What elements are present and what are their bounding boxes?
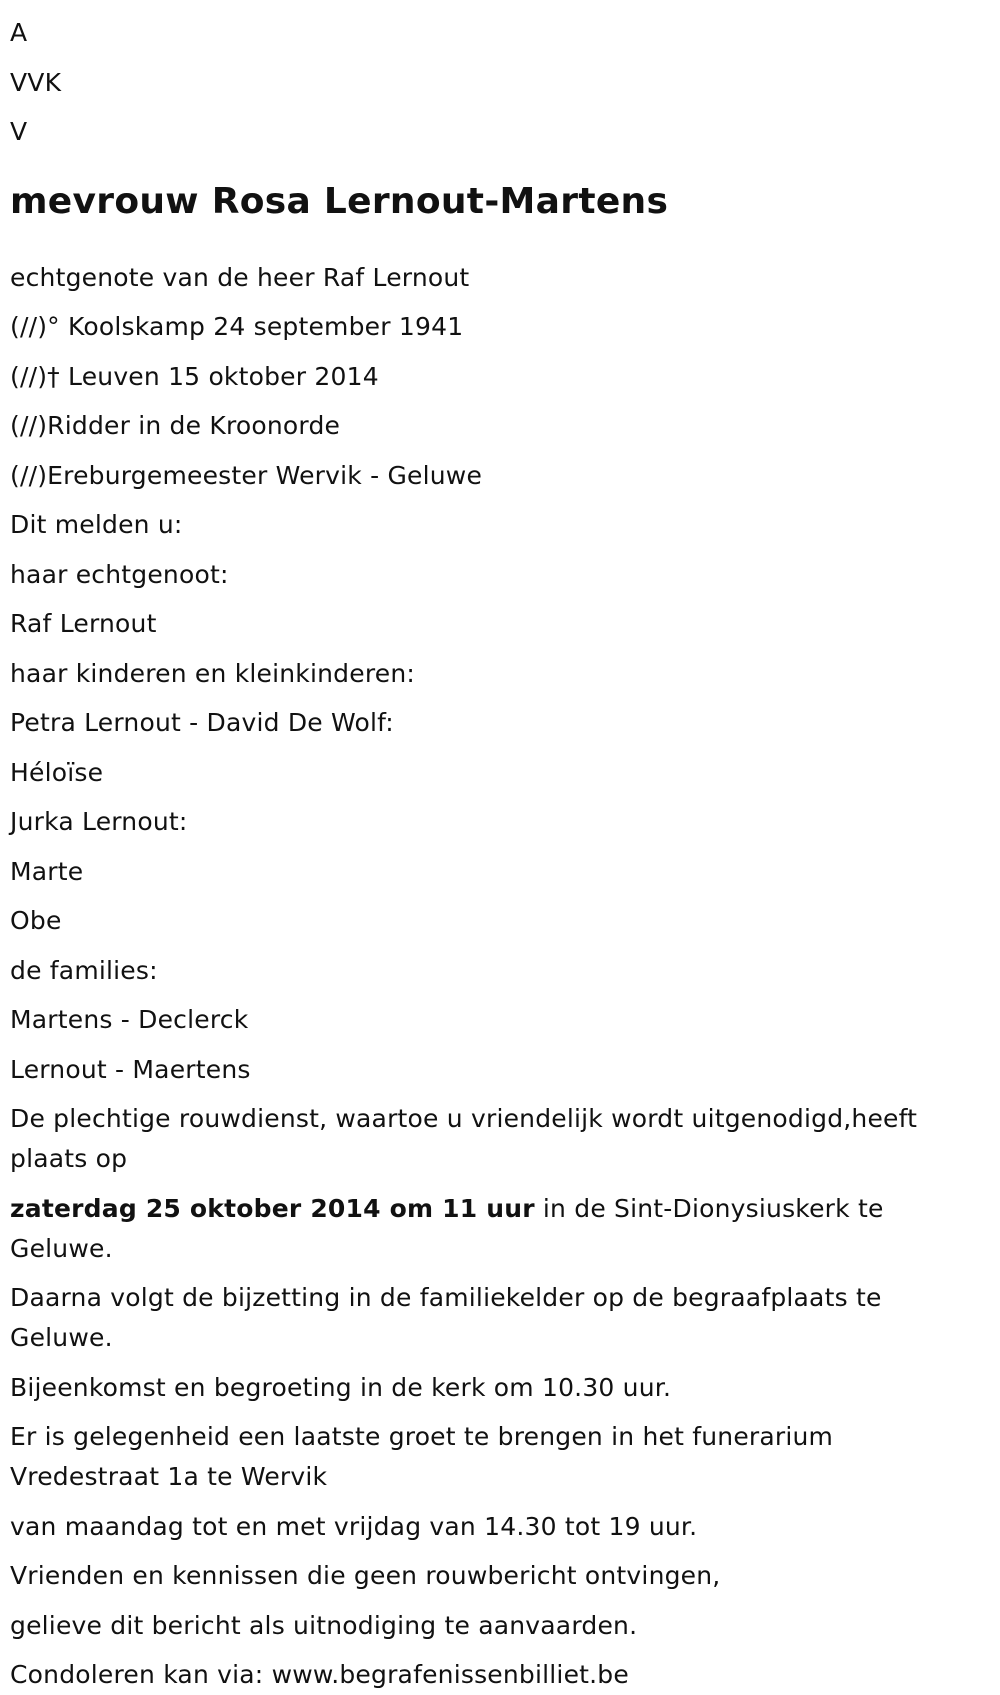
families-heading: de families:: [10, 955, 158, 985]
spouse-line: echtgenote van de heer Raf Lernout: [10, 262, 470, 292]
grandchild-2: Marte: [10, 856, 84, 886]
announce-line: Dit melden u:: [10, 510, 183, 539]
husband-heading: haar echtgenoot:: [10, 559, 229, 589]
friends-line: Vrienden en kennissen die geen rouwbericht ontvingen,: [10, 1561, 721, 1590]
header-line-v: V: [10, 117, 28, 146]
grandchild-3: Obe: [10, 906, 62, 935]
farewell-hours: van maandag tot en met vrijdag van 14.30 tot 19 uur.: [10, 1511, 698, 1541]
farewell-line: Er is gelegenheid een laatste groet te brengen in het funerarium Vredestraat 1a te Wervik: [10, 1422, 834, 1491]
burial-line: Daarna volgt de bijzetting in de familiekelder op de begraafplaats te Geluwe.: [10, 1283, 882, 1352]
service-intro: De plechtige rouwdienst, waartoe u vriendelijk wordt uitgenodigd,heeft plaats op: [10, 1104, 918, 1173]
family-1: Martens - Declerck: [10, 1005, 249, 1034]
grandchild-1: Héloïse: [10, 757, 104, 787]
header-line-vvk: VVK: [10, 67, 62, 97]
condolence-line: Condoleren kan via: www.begrafenissenbilliet.be: [10, 1660, 629, 1689]
page-title: mevrouw Rosa Lernout-Martens: [10, 180, 669, 222]
invitation-line: gelieve dit bericht als uitnodiging te aanvaarden.: [10, 1610, 638, 1640]
child-1: Petra Lernout - David De Wolf:: [10, 708, 394, 737]
family-2: Lernout - Maertens: [10, 1054, 251, 1084]
mayor-line: (//)Ereburgemeester Wervik - Geluwe: [10, 460, 483, 490]
child-2: Jurka Lernout:: [10, 807, 188, 836]
service-date: zaterdag 25 oktober 2014 om 11 uur: [10, 1193, 535, 1223]
service-details: [10, 1189, 990, 1269]
service-location: in de Sint-Dionysiuskerk te Geluwe.: [10, 1193, 884, 1263]
death-line: (//)† Leuven 15 oktober 2014: [10, 361, 379, 391]
gathering-line: Bijeenkomst en begroeting in de kerk om 10.30 uur.: [10, 1372, 672, 1402]
honor-line: (//)Ridder in de Kroonorde: [10, 411, 341, 440]
husband-name: Raf Lernout: [10, 609, 157, 638]
children-heading: haar kinderen en kleinkinderen:: [10, 658, 415, 688]
header-line-a: A: [10, 18, 28, 47]
birth-line: (//)° Koolskamp 24 september 1941: [10, 312, 464, 341]
